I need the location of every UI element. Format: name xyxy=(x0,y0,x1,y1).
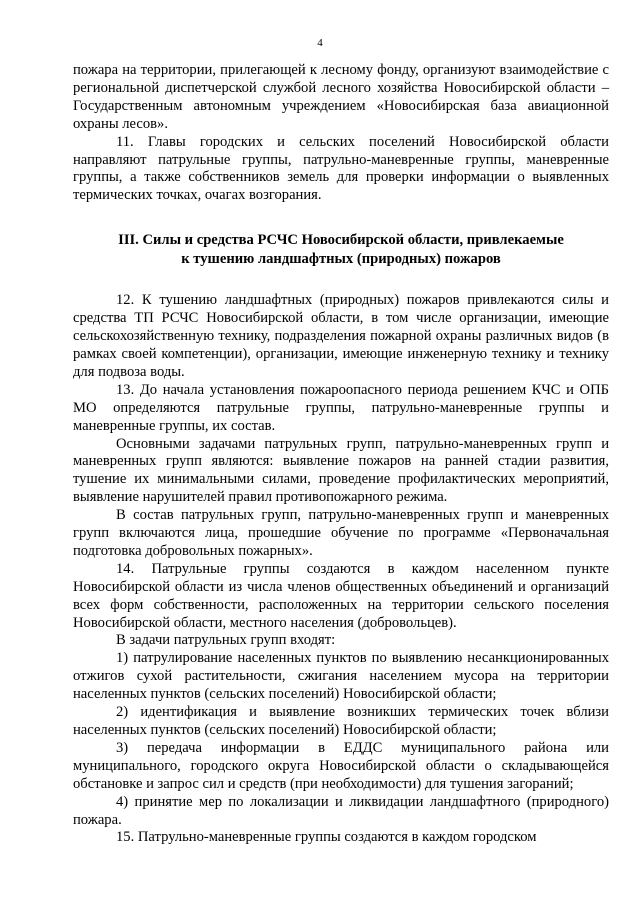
paragraph-tasks-overview: Основными задачами патрульных групп, патрульно-маневренных групп и маневренных групп являются: выявление пожаров на ранней стадии развития, тушение их минимальными силами, проведение профилактических мероприятий, выявление нарушителей правил противопожарного режима. xyxy=(73,435,609,506)
list-item-4: 4) принятие мер по локализации и ликвидации ландшафтного (природного) пожара. xyxy=(73,793,609,828)
list-item-1: 1) патрулирование населенных пунктов по выявлению несанкционированных отжигов сухой растительности, сжигания населением мусора на территории населенных пунктов (сельских поселений) Новосибирской области; xyxy=(73,650,609,703)
paragraph-item-12: 12. К тушению ландшафтных (природных) пожаров привлекаются силы и средства ТП РСЧС Новосибирской области, в том числе организации, имеющие сельскохозяйственную технику, подразделения пожарной охраны различных видов (в рамках своей компетенции), организации, имеющие инженерную технику и технику для подвоза воды. xyxy=(73,292,609,380)
paragraph-item-11: 11. Главы городских и сельских поселений Новосибирской области направляют патрульные группы, патрульно-маневренные группы, маневренные группы, а также собственников земель для проверки информации о выявленных термических точках, очагах возгорания. xyxy=(73,133,609,204)
paragraph-item-15: 15. Патрульно-маневренные группы создаются в каждом городском xyxy=(116,829,537,846)
list-item-2: 2) идентификация и выявление возникших термических точек вблизи населенных пунктов (сельских поселений) Новосибирской области; xyxy=(73,704,609,738)
page-number: 4 xyxy=(317,37,323,49)
list-item-3: 3) передача информации в ЕДДС муниципального района или муниципального, городского округа Новосибирской области о складывающейся обстановке и запрос сил и средств (при необходимости) для тушения загораний; xyxy=(73,739,609,792)
section-heading-line-2: к тушению ландшафтных (природных) пожаров xyxy=(181,250,501,267)
section-heading-line-1: III. Силы и средства РСЧС Новосибирской области, привлекаемые xyxy=(118,232,564,249)
paragraph-group-composition: В состав патрульных групп, патрульно-маневренных групп и маневренных групп включаются лица, прошедшие обучение по программе «Первоначальная подготовка добровольных пожарных». xyxy=(73,507,609,559)
paragraph-item-14: 14. Патрульные группы создаются в каждом населенном пункте Новосибирской области из числа членов общественных объединений и организаций всех форм собственности, расположенных на территории сельского поселения Новосибирской области, местного населения (добровольцев). xyxy=(73,560,609,631)
paragraph-tasks-intro: В задачи патрульных групп входят: xyxy=(116,632,336,649)
document-body xyxy=(73,62,609,847)
paragraph-continuation: пожара на территории, прилегающей к лесному фонду, организуют взаимодействие с региональной диспетчерской службой лесного хозяйства Новосибирской области – Государственным автономным учреждением «Новосибирская база авиационной охраны лесов». xyxy=(73,62,609,132)
section-heading xyxy=(73,231,609,268)
paragraph-item-13: 13. До начала установления пожароопасного периода решением КЧС и ОПБ МО определяются патрульные группы, патрульно-маневренные группы и маневренные группы, их состав. xyxy=(73,381,609,434)
